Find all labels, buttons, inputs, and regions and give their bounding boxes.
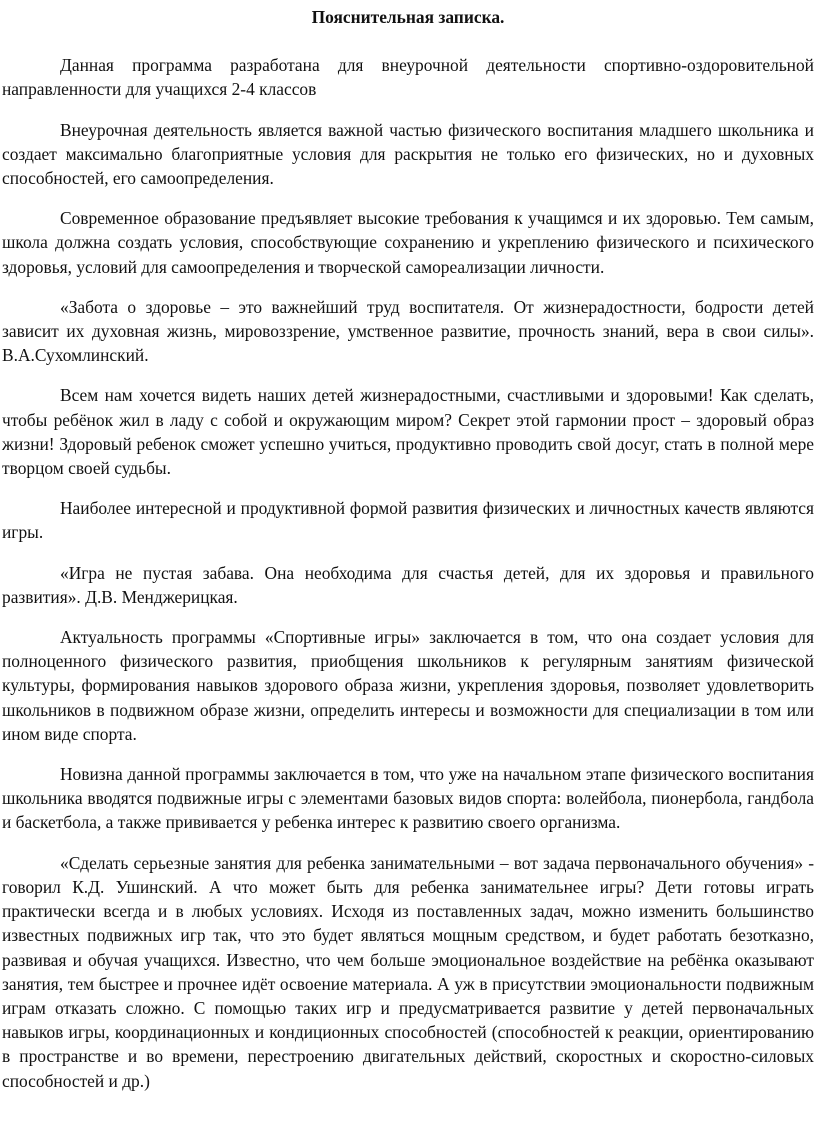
paragraph-games-form: Наиболее интересной и продуктивной формой развития физических и личностных качеств являются игры. — [2, 498, 814, 543]
paragraph-novelty: Новизна данной программы заключается в том, что уже на начальном этапе физического воспитания школьника вводятся подвижные игры с элементами базовых видов спорта: волейбола, пионербола, гандбола и баскетбола, а также прививается у ребенка интерес к развитию своего организма. — [2, 764, 814, 833]
paragraph-healthy-children: Всем нам хочется видеть наших детей жизнерадостными, счастливыми и здоровыми! Как сделать, чтобы ребёнок жил в ладу с собой и окружающим миром? Секрет этой гармонии прост – здоровый образ жизни! Здоровый ребенок сможет успешно учиться, продуктивно проводить свой досуг, стать в полной мере творцом своей судьбы. — [2, 385, 814, 479]
paragraph-menjeritskaya-quote: «Игра не пустая забава. Она необходима для счастья детей, для их здоровья и правильного развития». Д.В. Менджерицкая. — [2, 562, 814, 607]
paragraph-program-purpose: Данная программа разработана для внеурочной деятельности спортивно-оздоровительной направленности для учащихся 2-4 классов — [2, 55, 814, 100]
paragraph-extracurricular: Внеурочная деятельность является важной частью физического воспитания младшего школьника и создает максимально благоприятные условия для раскрытия не только его физических, но и духовных способностей, его самоопределения. — [2, 119, 814, 189]
paragraph-relevance: Актуальность программы «Спортивные игры» заключается в том, что она создает условия для полноценного физического развития, приобщения школьников к регулярным занятиям физической культуры, формирования навыков здорового образа жизни, укрепления здоровья, позволяет удовлетворить школьников в подвижном образе жизни, определить интересы и возможности для специализации в том или ином виде спорта. — [2, 627, 814, 744]
document-title: Пояснительная записка. — [311, 7, 505, 27]
paragraph-sukhomlinsky-quote: «Забота о здоровье – это важнейший труд воспитателя. От жизнерадостности, бодрости детей зависит их духовная жизнь, мировоззрение, умственное развитие, прочность знаний, вера в свои силы». В.А.Сухомлинский. — [2, 296, 814, 366]
paragraph-ushinsky-quote: «Сделать серьезные занятия для ребенка занимательными – вот задача первоначального обучения» - говорил К.Д. Ушинский. А что может быть для ребенка занимательнее игры? Дети готовы играть практически всегда и в любых условиях. Исходя из поставленных задач, можно изменить большинство известных подвижных игр так, что это будет являться мощным средством, и будет работать безотказно, развивая и обучая учащихся. Известно, что чем больше эмоциональное воздействие на ребёнка оказывают занятия, тем быстрее и прочнее идёт освоение материала. А уж в присутствии эмоциональности подвижным играм отказать сложно. С помощью таких игр и предусматривается развитие у детей первоначальных навыков игры, координационных и кондиционных способностей (способностей к реакции, ориентированию в пространстве и во времени, перестроению двигательных действий, скоростных и скоростно-силовых способностей и др.) — [2, 852, 814, 1091]
paragraph-modern-education: Современное образование предъявляет высокие требования к учащимся и их здоровью. Тем самым, школа должна создать условия, способствующие сохранению и укреплению физического и психического здоровья, условий для самоопределения и творческой самореализации личности. — [2, 208, 814, 277]
